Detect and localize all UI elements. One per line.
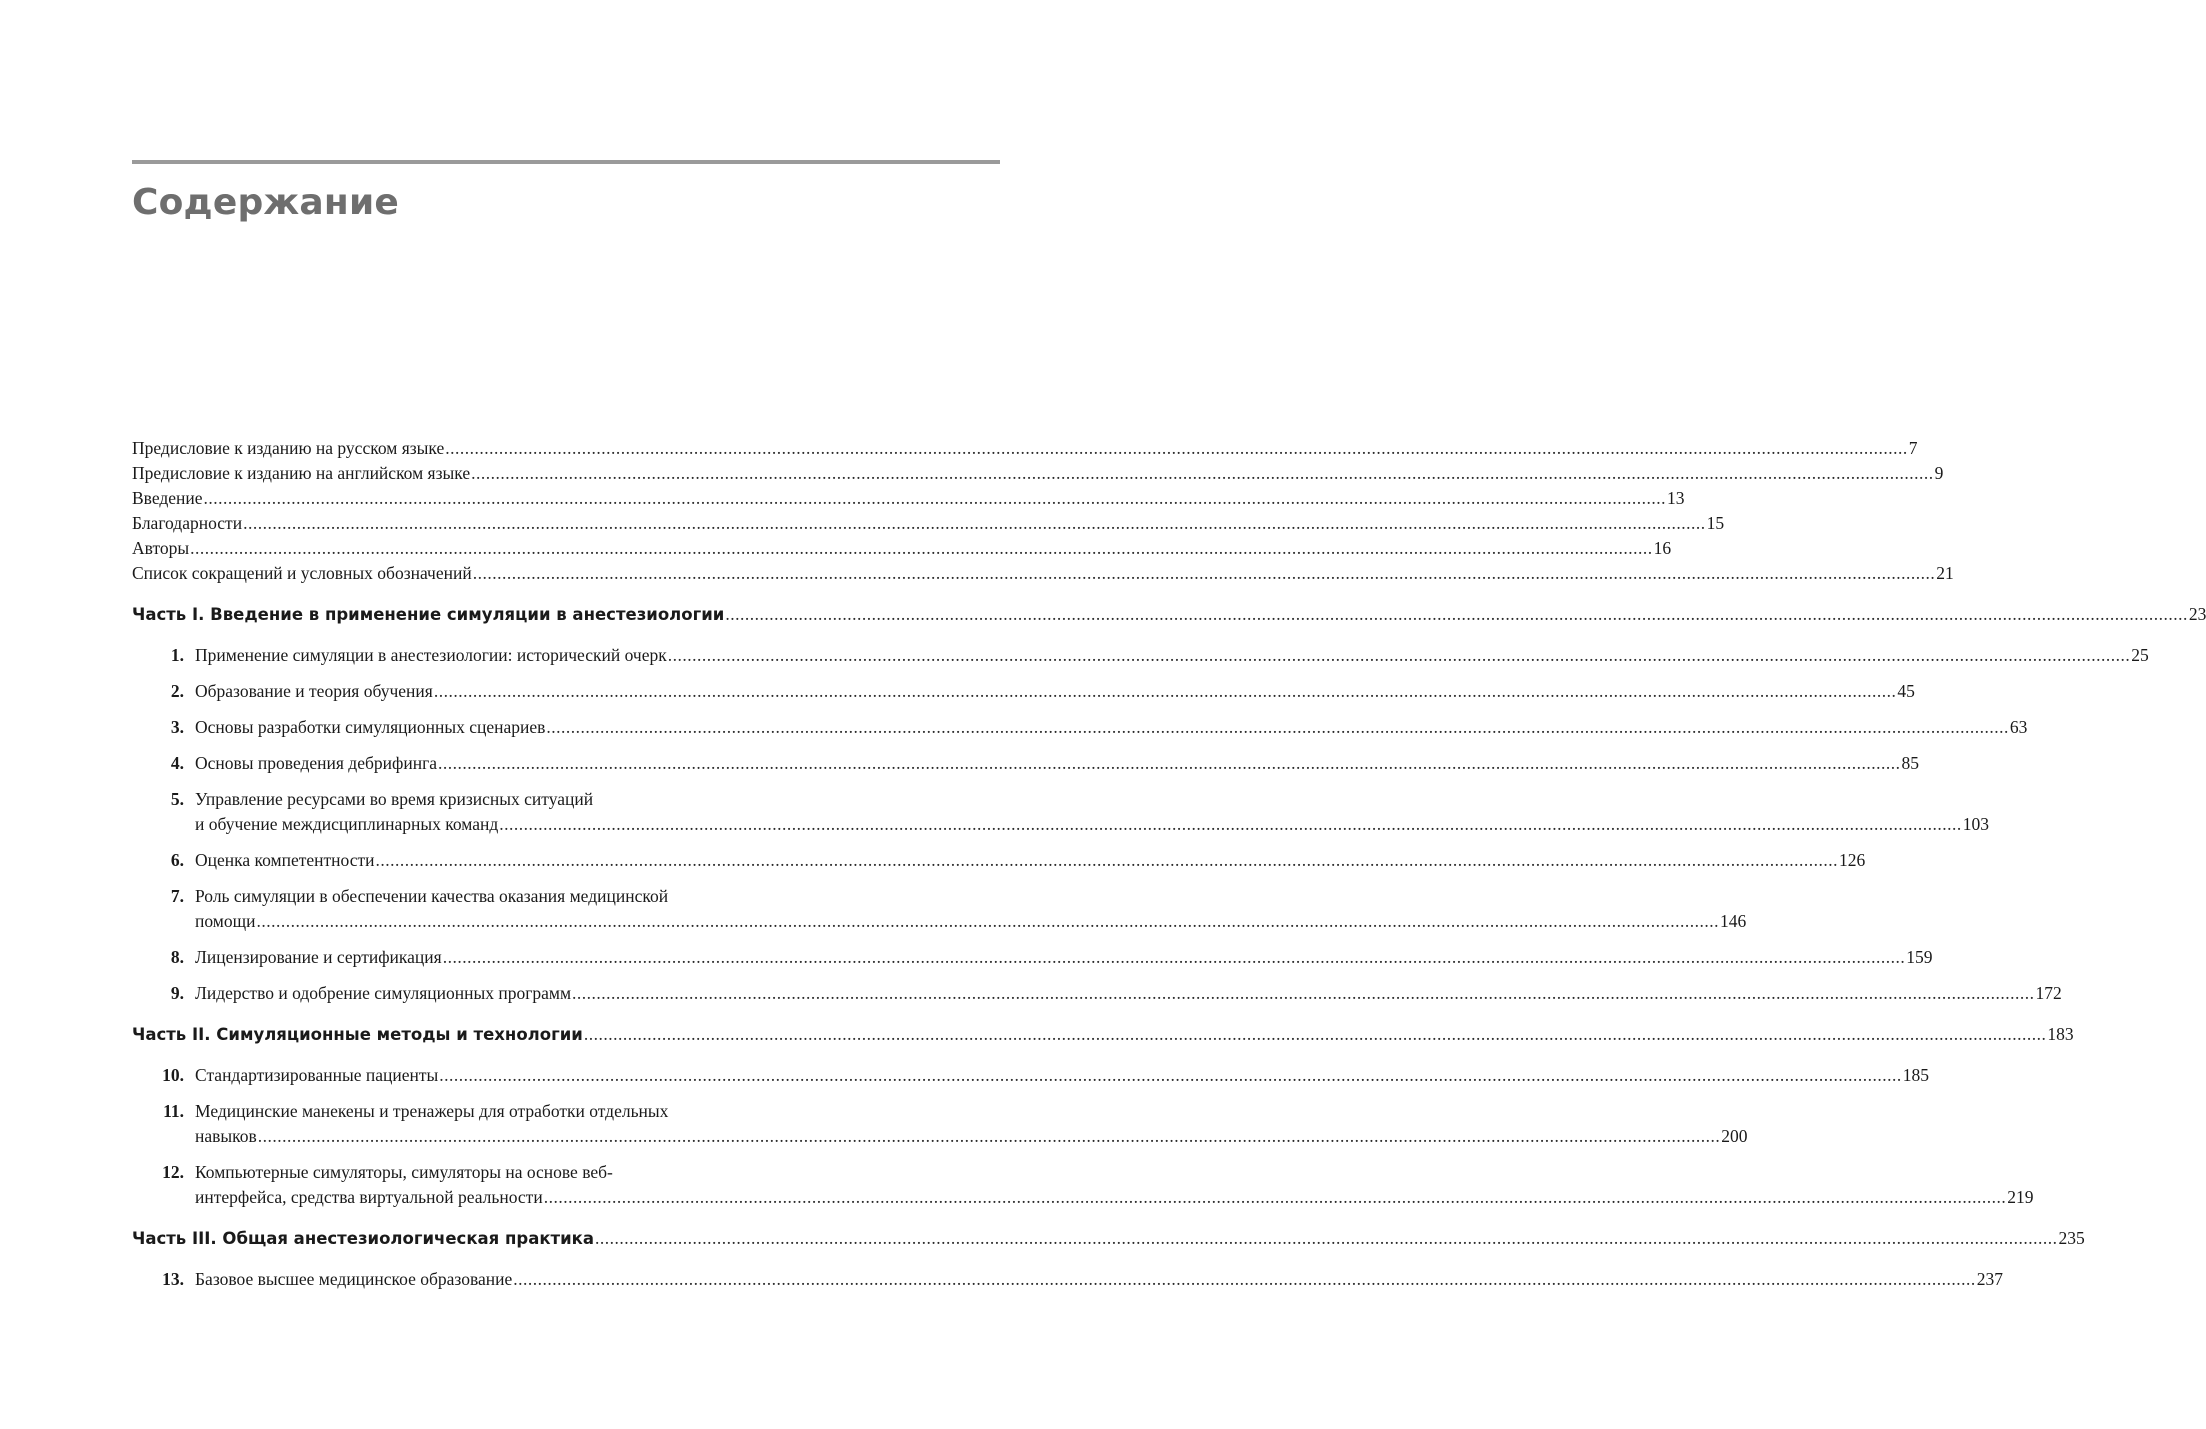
entry-label: Стандартизированные пациенты <box>195 1065 439 1085</box>
page-number: 103 <box>1962 814 1989 834</box>
page-number: 237 <box>1976 1269 2004 1289</box>
page-number: 63 <box>2009 717 2028 737</box>
chapter-number: 6. <box>170 850 184 870</box>
dot-leader <box>584 1022 2047 1047</box>
page-number: 15 <box>1706 513 1725 533</box>
chapter-number: 13. <box>162 1269 184 1289</box>
chapter-title-last-line[interactable] <box>195 812 1989 837</box>
dot-leader <box>243 511 1706 536</box>
chapter-title-line: Медицинские манекены и тренажеры для отработки отдельных <box>195 1101 669 1121</box>
entry-label: помощи <box>195 911 256 931</box>
dot-leader <box>513 1267 1976 1292</box>
entry-label: Введение <box>132 488 203 508</box>
chapter-number: 12. <box>162 1162 184 1182</box>
dot-leader <box>595 1226 2058 1251</box>
chapter-number: 2. <box>170 681 184 701</box>
toc-entry[interactable] <box>132 436 1918 461</box>
entry-label: Образование и теория обучения <box>195 681 433 701</box>
entry-label: Благодарности <box>132 513 243 533</box>
toc-part-heading[interactable] <box>132 602 2206 627</box>
chapter-title <box>195 679 1915 704</box>
chapter-number: 4. <box>170 753 184 773</box>
chapter-number: 3. <box>170 717 184 737</box>
toc-chapter[interactable] <box>132 848 1866 873</box>
page-number: 219 <box>2007 1187 2034 1207</box>
toc-chapter[interactable] <box>132 643 2149 668</box>
page-number: 172 <box>2035 983 2062 1003</box>
chapter-title-last-line[interactable] <box>195 1063 1929 1088</box>
toc-chapter[interactable] <box>132 1099 1748 1149</box>
toc-chapter[interactable] <box>132 715 2028 740</box>
chapter-title-line: Управление ресурсами во время кризисных ситуаций <box>195 789 594 809</box>
chapter-title-last-line[interactable] <box>195 643 2149 668</box>
entry-label: Основы разработки симуляционных сценариев <box>195 717 546 737</box>
toc-entry[interactable] <box>132 461 1944 486</box>
dot-leader <box>572 981 2035 1006</box>
chapter-number: 11. <box>163 1101 184 1121</box>
chapter-title <box>195 643 2149 668</box>
page-number: 235 <box>2058 1228 2085 1248</box>
toc-chapter[interactable] <box>132 1160 2034 1210</box>
dot-leader <box>725 602 2188 627</box>
chapter-title-last-line[interactable] <box>195 848 1865 873</box>
toc-part-heading[interactable] <box>132 1226 2085 1251</box>
entry-label: Основы проведения дебрифинга <box>195 753 438 773</box>
dot-leader <box>668 643 2131 668</box>
chapter-title <box>195 1099 1748 1149</box>
entry-label: навыков <box>195 1126 257 1146</box>
entry-label: интерфейса, средства виртуальной реальности <box>195 1187 543 1207</box>
toc-entry[interactable] <box>132 561 1954 586</box>
toc-part-heading[interactable] <box>132 1022 2074 1047</box>
page-number: 126 <box>1839 850 1866 870</box>
title-rule <box>132 160 1000 164</box>
toc-chapter[interactable] <box>132 751 1920 776</box>
entry-label: Авторы <box>132 538 190 558</box>
page-number: 45 <box>1897 681 1915 701</box>
chapter-title <box>195 1267 2003 1292</box>
entry-label: Базовое высшее медицинское образование <box>195 1269 513 1289</box>
chapter-title-last-line[interactable] <box>195 981 2062 1006</box>
page-number: 159 <box>1906 947 1933 967</box>
chapter-number: 1. <box>170 645 184 665</box>
dot-leader <box>190 536 1653 561</box>
dot-leader <box>376 848 1839 873</box>
chapter-title <box>195 884 1746 934</box>
chapter-title-last-line[interactable] <box>195 909 1746 934</box>
dot-leader <box>258 1124 1721 1149</box>
chapter-title <box>195 981 2062 1006</box>
page-number: 185 <box>1902 1065 1929 1085</box>
chapter-number: 9. <box>170 983 184 1003</box>
entry-label: Оценка компетентности <box>195 850 375 870</box>
chapter-title-last-line[interactable] <box>195 945 1932 970</box>
page-number: 21 <box>1936 563 1954 583</box>
chapter-title-last-line[interactable] <box>195 1124 1748 1149</box>
chapter-title-line: Роль симуляции в обеспечении качества оказания медицинской <box>195 886 669 906</box>
page-number: 200 <box>1721 1126 1748 1146</box>
chapter-title <box>195 945 1932 970</box>
dot-leader <box>443 945 1906 970</box>
page-number: 183 <box>2047 1024 2074 1044</box>
entry-label: Применение симуляции в анестезиологии: исторический очерк <box>195 645 667 665</box>
entry-label: Список сокращений и условных обозначений <box>132 563 472 583</box>
toc-chapter[interactable] <box>132 945 1933 970</box>
table-of-contents <box>132 436 2206 1303</box>
chapter-number: 8. <box>170 947 184 967</box>
dot-leader <box>546 715 2009 740</box>
chapter-title-last-line[interactable] <box>195 679 1915 704</box>
chapter-title <box>195 787 1989 837</box>
toc-chapter[interactable] <box>132 787 1989 837</box>
dot-leader <box>473 561 1936 586</box>
dot-leader <box>256 909 1719 934</box>
chapter-title-line: Компьютерные симуляторы, симуляторы на основе веб- <box>195 1162 613 1182</box>
chapter-title-last-line[interactable] <box>195 1185 2033 1210</box>
dot-leader <box>438 751 1901 776</box>
dot-leader <box>439 1063 1902 1088</box>
toc-entry[interactable] <box>132 536 1672 561</box>
chapter-title <box>195 1063 1929 1088</box>
toc-chapter[interactable] <box>132 1063 1929 1088</box>
dot-leader <box>499 812 1962 837</box>
entry-label: Часть I. Введение в применение симуляции в анестезиологии <box>132 605 725 624</box>
chapter-number: 10. <box>162 1065 184 1085</box>
page-number: 13 <box>1667 488 1685 508</box>
chapter-title <box>195 751 1919 776</box>
chapter-title-last-line[interactable] <box>195 715 2027 740</box>
entry-label: Часть II. Симуляционные методы и технологии <box>132 1025 583 1044</box>
dot-leader <box>544 1185 2007 1210</box>
chapter-title-last-line[interactable] <box>195 1267 2003 1292</box>
chapter-title <box>195 1160 2033 1210</box>
chapter-number: 5. <box>170 789 184 809</box>
page-title: Содержание <box>132 182 400 223</box>
chapter-title <box>195 715 2027 740</box>
dot-leader <box>445 436 1908 461</box>
page-number: 23 <box>2188 604 2206 624</box>
toc-chapter[interactable] <box>132 884 1747 934</box>
page-number: 146 <box>1719 911 1747 931</box>
page-number: 16 <box>1653 538 1672 558</box>
page-number: 25 <box>2131 645 2149 665</box>
page-number: 9 <box>1934 463 1944 483</box>
dot-leader <box>204 486 1667 511</box>
entry-label: Лицензирование и сертификация <box>195 947 442 967</box>
dot-leader <box>471 461 1934 486</box>
toc-chapter[interactable] <box>132 981 2062 1006</box>
entry-label: Предисловие к изданию на английском языке <box>132 463 471 483</box>
dot-leader <box>434 679 1897 704</box>
toc-entry[interactable] <box>132 486 1685 511</box>
page-number: 7 <box>1908 438 1918 458</box>
chapter-number: 7. <box>170 886 184 906</box>
entry-label: Часть III. Общая анестезиологическая практика <box>132 1229 594 1248</box>
toc-chapter[interactable] <box>132 1267 2004 1292</box>
chapter-title <box>195 848 1865 873</box>
toc-entry[interactable] <box>132 511 1725 536</box>
toc-chapter[interactable] <box>132 679 1915 704</box>
entry-label: Лидерство и одобрение симуляционных программ <box>195 983 572 1003</box>
page-number: 85 <box>1901 753 1920 773</box>
entry-label: и обучение междисциплинарных команд <box>195 814 499 834</box>
entry-label: Предисловие к изданию на русском языке <box>132 438 445 458</box>
chapter-title-last-line[interactable] <box>195 751 1919 776</box>
